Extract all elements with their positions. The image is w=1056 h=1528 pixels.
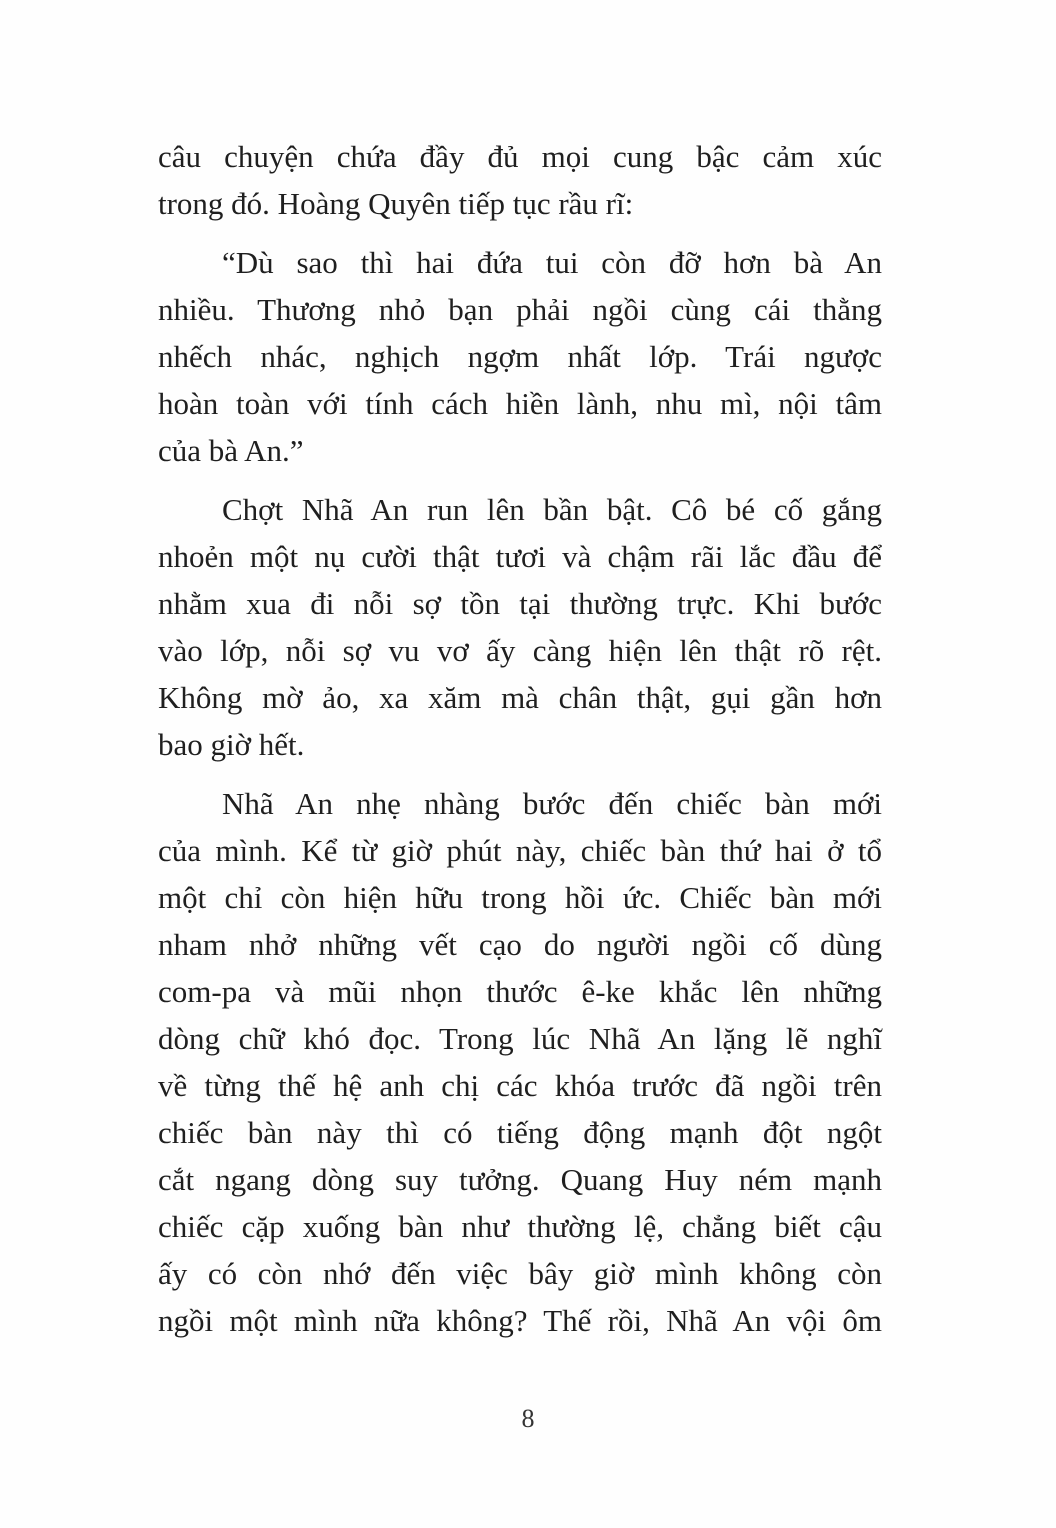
text-line: nham nhở những vết cạo do người ngồi cố dùng (158, 927, 882, 962)
body-text (158, 133, 882, 1356)
text-line: về từng thế hệ anh chị các khóa trước đã ngồi trên (158, 1068, 882, 1103)
page-number: 8 (521, 1404, 535, 1433)
text-line: hoàn toàn với tính cách hiền lành, nhu mì, nội tâm (158, 386, 882, 421)
text-line: ngồi một mình nữa không? Thế rồi, Nhã An vội ôm (158, 1303, 882, 1338)
text-line: dòng chữ khó đọc. Trong lúc Nhã An lặng lẽ nghĩ (158, 1021, 882, 1056)
text-line: com-pa và mũi nhọn thước ê-ke khắc lên những (158, 974, 882, 1009)
text-line: chiếc bàn này thì có tiếng động mạnh đột ngột (158, 1115, 882, 1150)
paragraph (158, 239, 882, 474)
text-line: cắt ngang dòng suy tưởng. Quang Huy ném mạnh (158, 1162, 882, 1197)
text-line: câu chuyện chứa đầy đủ mọi cung bậc cảm xúc (158, 139, 882, 174)
text-line: Nhã An nhẹ nhàng bước đến chiếc bàn mới (222, 786, 882, 821)
text-line: trong đó. Hoàng Quyên tiếp tục rầu rĩ: (158, 186, 634, 221)
text-line: chiếc cặp xuống bàn như thường lệ, chẳng biết cậu (158, 1209, 882, 1244)
text-line: “Dù sao thì hai đứa tui còn đỡ hơn bà An (222, 245, 882, 280)
paragraph (158, 780, 882, 1344)
text-line: nhằm xua đi nỗi sợ tồn tại thường trực. Khi bước (158, 586, 882, 621)
text-line: nhiều. Thương nhỏ bạn phải ngồi cùng cái thằng (158, 292, 882, 327)
text-line: Không mờ ảo, xa xăm mà chân thật, gụi gần hơn (158, 680, 882, 715)
text-line: nhoẻn một nụ cười thật tươi và chậm rãi lắc đầu để (158, 539, 882, 574)
paragraph (158, 486, 882, 768)
text-line: một chỉ còn hiện hữu trong hồi ức. Chiếc bàn mới (158, 880, 882, 915)
text-line: vào lớp, nỗi sợ vu vơ ấy càng hiện lên thật rõ rệt. (158, 633, 882, 668)
text-line: nhếch nhác, nghịch ngợm nhất lớp. Trái ngược (158, 339, 882, 374)
paragraph (158, 133, 882, 227)
text-line: của mình. Kể từ giờ phút này, chiếc bàn thứ hai ở tổ (158, 833, 882, 868)
text-line: bao giờ hết. (158, 727, 305, 762)
text-line: Chợt Nhã An run lên bần bật. Cô bé cố gắng (222, 492, 882, 527)
text-line: của bà An.” (158, 433, 304, 468)
text-line: ấy có còn nhớ đến việc bây giờ mình không còn (158, 1256, 882, 1291)
